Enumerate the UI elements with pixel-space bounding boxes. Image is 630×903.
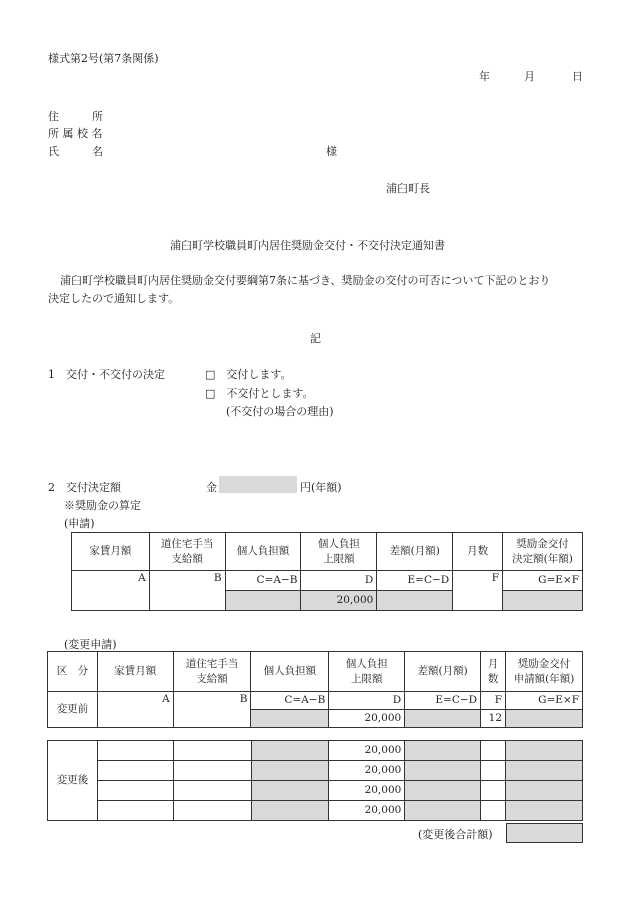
date-day-label: 日	[572, 70, 583, 83]
rent-cell[interactable]	[97, 781, 173, 801]
item2-label: 2 交付決定額	[48, 481, 121, 494]
col-header: 個人負担 上限額	[329, 652, 405, 692]
name-label: 氏 名	[48, 145, 103, 158]
col-header: 個人負担額	[225, 533, 301, 571]
address-label: 住 所	[48, 110, 103, 123]
allowance-cell[interactable]: B	[173, 692, 251, 728]
grant-amount-cell	[506, 781, 583, 801]
months-cell[interactable]: F	[453, 571, 503, 611]
limit-cell: 20,000	[329, 801, 405, 821]
months-cell[interactable]	[481, 781, 506, 801]
difference-cell	[405, 710, 481, 728]
body-text-line1: 浦臼町学校職員町内居住奨励金交付要綱第7条に基づき、奨励金の交付の可否について下記のとおり	[60, 274, 551, 287]
limit-cell: 20,000	[329, 761, 405, 781]
col-header: 奨励金交付 決定額(年額)	[503, 533, 583, 571]
form-number: 様式第2号(第7条関係)	[48, 52, 159, 65]
col-header: 個人負担額	[251, 652, 329, 692]
col-header: 区 分	[48, 652, 98, 692]
code-label: C=A−B	[225, 571, 301, 591]
allowance-cell[interactable]	[173, 801, 251, 821]
burden-cell	[251, 801, 329, 821]
months-cell[interactable]	[481, 741, 506, 761]
limit-cell: 20,000	[329, 710, 405, 728]
after-change-label: 変更後	[48, 741, 98, 821]
allowance-cell[interactable]	[173, 761, 251, 781]
code-label: G=E×F	[503, 571, 583, 591]
change-application-subtitle: (変更申請)	[64, 638, 117, 651]
allowance-cell[interactable]	[173, 741, 251, 761]
grant-amount-field[interactable]	[219, 476, 297, 493]
nongrant-reason-label: (不交付の場合の理由)	[226, 405, 334, 418]
application-subtitle: (申請)	[64, 517, 95, 530]
col-header: 家賃月額	[97, 652, 173, 692]
code-label: D	[329, 692, 405, 710]
col-header: 個人負担 上限額	[301, 533, 377, 571]
col-header: 道住宅手当 支給額	[149, 533, 225, 571]
ki-heading: 記	[310, 332, 321, 345]
allowance-cell[interactable]	[173, 781, 251, 801]
months-cell[interactable]: 12	[481, 710, 506, 728]
change-after-table	[47, 740, 583, 821]
application-table	[71, 532, 583, 611]
sender: 浦臼町長	[386, 182, 430, 195]
code-label: G=E×F	[506, 692, 583, 710]
difference-cell	[405, 741, 481, 761]
col-header: 差額(月額)	[405, 652, 481, 692]
nongrant-checkbox-option[interactable]: □ 不交付とします。	[205, 387, 314, 400]
burden-cell	[251, 710, 329, 728]
before-change-label: 変更前	[48, 692, 98, 728]
grant-amount-cell	[506, 801, 583, 821]
item1-label: 1 交付・不交付の決定	[48, 368, 165, 381]
yen-annual-label: 円(年額)	[300, 481, 342, 494]
col-header: 月数	[453, 533, 503, 571]
school-name-label: 所 属 校 名	[48, 127, 103, 140]
col-header: 道住宅手当 支給額	[173, 652, 251, 692]
months-cell[interactable]	[481, 761, 506, 781]
limit-cell: 20,000	[301, 591, 377, 611]
honorific: 様	[326, 145, 337, 158]
burden-cell	[251, 761, 329, 781]
limit-cell: 20,000	[329, 741, 405, 761]
rent-cell[interactable]	[97, 801, 173, 821]
document-title: 浦臼町学校職員町内居住奨励金交付・不交付決定通知書	[170, 239, 445, 252]
grant-checkbox-option[interactable]: □ 交付します。	[205, 368, 292, 381]
col-header: 差額(月額)	[377, 533, 453, 571]
col-header: 奨励金交付 申請額(年額)	[506, 652, 583, 692]
difference-cell	[377, 591, 453, 611]
grant-amount-cell	[506, 710, 583, 728]
body-text-line2: 決定したので通知します。	[48, 292, 180, 305]
code-label: E=C−D	[377, 571, 453, 591]
kin-label: 金	[206, 481, 217, 494]
rent-cell[interactable]: A	[97, 692, 173, 728]
code-label: D	[301, 571, 377, 591]
code-label: E=C−D	[405, 692, 481, 710]
grant-amount-cell	[506, 741, 583, 761]
col-header: 家賃月額	[72, 533, 150, 571]
rent-cell[interactable]	[97, 741, 173, 761]
grant-amount-cell	[503, 591, 583, 611]
difference-cell	[405, 761, 481, 781]
burden-cell	[225, 591, 301, 611]
difference-cell	[405, 781, 481, 801]
rent-cell[interactable]: A	[72, 571, 150, 611]
allowance-cell[interactable]: B	[149, 571, 225, 611]
months-cell[interactable]	[481, 801, 506, 821]
code-label: C=A−B	[251, 692, 329, 710]
change-before-table	[47, 651, 583, 728]
rent-cell[interactable]	[97, 761, 173, 781]
date-year-label: 年	[479, 70, 490, 83]
limit-cell: 20,000	[329, 781, 405, 801]
burden-cell	[251, 741, 329, 761]
total-after-change-cell	[506, 823, 583, 843]
grant-amount-cell	[506, 761, 583, 781]
col-header: 月 数	[481, 652, 506, 692]
calculation-note: ※奨励金の算定	[64, 499, 141, 512]
total-after-change-label: (変更後合計額)	[418, 828, 493, 841]
burden-cell	[251, 781, 329, 801]
date-month-label: 月	[524, 70, 535, 83]
code-label: F	[481, 692, 506, 710]
difference-cell	[405, 801, 481, 821]
